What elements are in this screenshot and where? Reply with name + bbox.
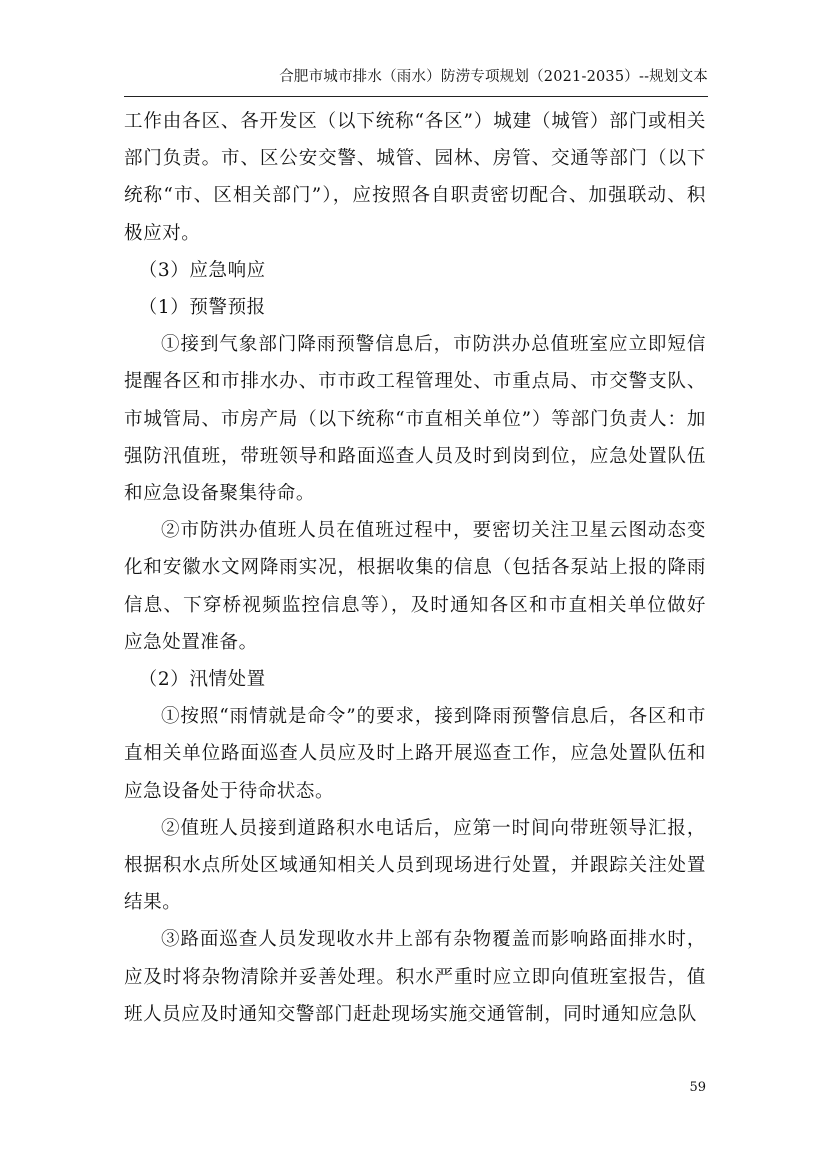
paragraph-handling-item-2: ②值班人员接到道路积水电话后，应第一时间向带班领导汇报，根据积水点所处区域通知相关人员到现场进行处置，并跟踪关注处置结果。 [124,817,706,914]
paragraph-handling-item-3: ③路面巡查人员发现收水井上部有杂物覆盖而影响路面排水时，应及时将杂物清除并妥善处理。积水严重时应立即向值班室报告，值班人员应及时通知交警部门赶赴现场实施交通管制，同时通知应急队 [124,929,706,1025]
paragraph-continuation: 工作由各区、各开发区（以下统称“各区”）城建（城管）部门或相关部门负责。市、区公安交警、城管、园林、房管、交通等部门（以下统称“市、区相关部门”），应按照各自职责密切配合、加强联动、积极应对。 [124,111,706,244]
section-heading-emergency-response: （3）应急响应 [138,259,266,281]
document-body [124,103,706,1033]
header-title: 合肥市城市排水（雨水）防涝专项规划（2021-2035）--规划文本 [279,69,708,85]
page-header [124,66,708,97]
subsection-heading-warning-forecast: （1）预警预报 [138,297,266,319]
page-number: 59 [689,1080,706,1095]
paragraph-handling-item-1: ①按照“雨情就是命令”的要求，接到降雨预警信息后，各区和市直相关单位路面巡查人员应及时上路开展巡查工作，应急处置队伍和应急设备处于待命状态。 [124,706,706,802]
subsection-heading-flood-handling: （2）汛情处置 [138,669,266,691]
paragraph-warning-item-2: ②市防洪办值班人员在值班过程中，要密切关注卫星云图动态变化和安徽水文网降雨实况，根据收集的信息（包括各泵站上报的降雨信息、下穿桥视频监控信息等），及时通知各区和市直相关单位做好应急处置准备。 [124,520,706,653]
paragraph-warning-item-1: ①接到气象部门降雨预警信息后，市防洪办总值班室应立即短信提醒各区和市排水办、市市政工程管理处、市重点局、市交警支队、市城管局、市房产局（以下统称“市直相关单位”）等部门负责人：加强防汛值班，带班领导和路面巡查人员及时到岗到位，应急处置队伍和应急设备聚集待命。 [124,334,706,505]
